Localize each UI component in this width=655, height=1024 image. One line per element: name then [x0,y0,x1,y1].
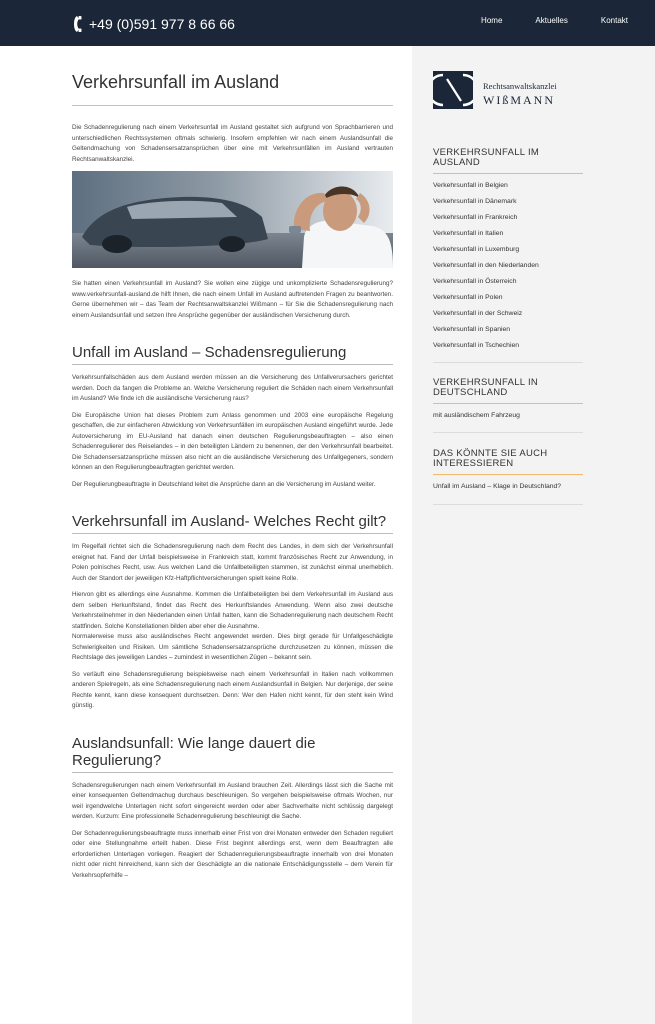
list-item [433,293,583,309]
section-paragraph: Verkehrsunfallschäden aus dem Ausland werden müssen an die Versicherung des Unfallverursachers gerichtet werden. Doch da fangen die Probleme an. Welche Versicherung reguliert die Schäden nach einem Verkehrsunfall im Ausland? Wie finde ich die ausländische Versicherung raus? [72,374,393,402]
widget-deutschland [433,378,583,427]
logo-text-line1: Rechtsanwaltskanzlei [483,81,557,91]
intro-paragraph: Die Schadenregulierung nach einem Verkehrsunfall im Ausland gestaltet sich aufgrund von Sprachbarrieren und unterschiedlichen Rechtssystemen oftmals schwierig. Insofern empfehlen wir nach einem Auslandsunfall die Geltendmachung von Schadensersatzansprüchen über eine mit Verkehrsunfällen im Ausland vertrauten Rechtsanwaltskanzlei. [72,124,393,163]
list-item [433,341,583,357]
top-bar [0,0,655,46]
page-title: Verkehrsunfall im Ausland [72,72,280,92]
section-divider [72,772,393,773]
list-item [433,213,583,229]
section-paragraph: Im Regelfall richtet sich die Schadensregulierung nach dem Recht des Landes, in dem sich der Verkehrsunfall ereignet hat. Fand der Unfall beispielsweise in Frankreich statt, kommt französisches Recht zur Anwendung, in Polen polnisches Recht, usw. Aus welchen Land die Unfallbeteiligten stammen, ist zunächst einmal unerheblich. Auch der Standort der jeweiligen Kfz-Haftpflichtversicherungen spielt keine Rolle. [72,543,393,582]
sidebar-link-schweiz[interactable]: Verkehrsunfall in der Schweiz [433,310,523,317]
widget-divider [433,474,583,475]
sidebar-link-italien[interactable]: Verkehrsunfall in Italien [433,230,504,237]
list-item [433,197,583,213]
section-heading-regulierung-dauer: Auslandsunfall: Wie lange dauert die Regulierung? [72,734,316,769]
country-link-list [433,181,583,357]
widget-interessant [433,449,583,498]
title-divider [72,105,393,106]
widget-separator [433,432,583,433]
widget-title: VERKEHRSUNFALL IN DEUTSCHLAND [433,377,539,398]
section-paragraph: Normalerweise muss also ausländisches Recht angewendet werden. Dies birgt gerade für Unfallgeschädigte Schwierigkeiten und Risiken. Um sämtliche Schadensersatzansprüche durchzusetzen zu können, müssen die Rechtslage des jeweiligen Landes – zumindest in wesentlichen Zügen – bekannt sein. [72,633,393,661]
sidebar-link-spanien[interactable]: Verkehrsunfall in Spanien [433,326,511,333]
after-image-paragraph: Sie hatten einen Verkehrsunfall im Ausland? Sie wollen eine zügige und unkomplizierte Schadensregulierung? www.verkehrsunfall-ausland.de hilft Ihnen, die nach einem Unfall im Ausland auftretenden Fragen zu beantworten. Gerne übernehmen wir – das Team der Rechtsanwaltskanzlei Wißmann – für Sie die Schadensregulierung nach einem Auslandsunfall und setzen Ihre Ansprüche gegenüber der ausländischen Versicherung durch. [72,280,393,319]
list-item [433,261,583,277]
widget-divider [433,403,583,404]
section-paragraph: Hiervon gibt es allerdings eine Ausnahme. Kommen die Unfallbeteiligten bei dem Verkehrsunfall im Ausland aus dem selben Herkunftsland, findet das Recht des Herkunftslandes Anwendung. Wenn also zwei deutsche Verkehrsteilnehmer in den Niederlanden einen Unfall hatten, kann die Schadenregulierung nach deutschem Recht stattfinden. Solche Konstellationen bilden aber eher die Ausnahme. [72,591,393,630]
sidebar-link-klage-deutschland[interactable]: Unfall im Ausland – Klage in Deutschland? [433,483,562,490]
sidebar-link-auslaendisches-fahrzeug[interactable]: mit ausländischem Fahrzeug [433,412,520,419]
list-item [433,309,583,325]
sidebar-link-belgien[interactable]: Verkehrsunfall in Belgien [433,182,508,189]
sidebar [412,46,655,1024]
section-paragraph: Der Schadenregulierungsbeauftragte muss innerhalb einer Frist von drei Monaten entweder den Schaden reguliert oder eine Stellungnahme erteilt haben. Diese Frist beginnt allerdings erst, wenn dem Beauftragten alle erforderlichen Unterlagen vorliegen. Reagiert der Schadenregulierungsbeauftragte innerhalb von drei Monaten nicht oder nicht hinreichend, kann sich der Geschädigte an die nationale Entschädigungsstelle – dem Verein für Verkehrsopferhilfe – [72,829,393,879]
section-divider [72,364,393,365]
widget-ausland [433,148,583,357]
nav-kontakt[interactable]: Kontakt [600,16,628,25]
list-item [433,411,583,427]
logo-emblem-icon [433,71,473,109]
widget-divider [433,173,583,174]
list-item [433,181,583,197]
section-heading-schadensregulierung: Unfall im Ausland – Schadensregulierung [72,344,347,361]
phone-icon [74,16,83,32]
link-list [433,482,583,498]
hero-image-accident [72,171,393,268]
main-nav [448,16,655,25]
widget-separator [433,362,583,363]
list-item [433,229,583,245]
sidebar-link-frankreich[interactable]: Verkehrsunfall in Frankreich [433,214,518,221]
sidebar-link-tschechien[interactable]: Verkehrsunfall in Tschechien [433,342,520,349]
list-item [433,325,583,341]
sidebar-link-polen[interactable]: Verkehrsunfall in Polen [433,294,503,301]
widget-title: DAS KÖNNTE SIE AUCH INTERESSIEREN [433,448,548,469]
nav-aktuelles[interactable]: Aktuelles [535,16,568,25]
list-item [433,245,583,261]
widget-title: VERKEHRSUNFALL IM AUSLAND [433,147,540,168]
main-content [72,46,393,887]
section-paragraph: Schadensregulierungen nach einem Verkehrsunfall im Ausland brauchen Zeit. Allerdings lässt sich die Sache mit einer konsequenten Geltendmachug durchaus beschleunigen. So vergehen beispielsweise oftmals Wochen, nur weil irgendwelche Unterlagen nicht sofort eingereicht werden oder aber Sachverhalte nicht schlüssig dargelegt werden. Kurzum: Eine professionelle Schadenregulierung beschleunigt die Sache. [72,781,393,820]
nav-home[interactable]: Home [481,16,503,25]
sidebar-link-oesterreich[interactable]: Verkehrsunfall in Österreich [433,278,517,285]
link-list [433,411,583,427]
section-heading-welches-recht: Verkehrsunfall im Ausland- Welches Recht gilt? [72,513,387,530]
logo-text-line2: WIßMANN [483,93,555,107]
section-divider [72,533,393,534]
list-item [433,482,583,498]
list-item [433,277,583,293]
phone-number: +49 (0)591 977 8 66 66 [89,16,235,32]
section-paragraph: Der Regulierungbeauftragte in Deutschland leitet die Ansprüche dann an die Versicherung im Ausland weiter. [72,480,376,488]
section-paragraph: So verläuft eine Schadensregulierung beispielsweise nach einem Verkehrsunfall in Italien nach vollkommen anderen Spielregeln, als eine Schadensregulierung nach einem Auslandsunfall in Belgien. Nur derjenige, der seine Rechte kennt, kann diese konsequent durchsetzen. Denn: Wer den Hafen nicht kennt, für den steht kein Wind günstig. [72,670,393,709]
phone-contact[interactable] [74,14,235,34]
widget-separator [433,504,583,505]
sidebar-link-daenemark[interactable]: Verkehrsunfall in Dänemark [433,198,517,205]
sidebar-link-luxemburg[interactable]: Verkehrsunfall in Luxemburg [433,246,520,253]
sidebar-link-niederlande[interactable]: Verkehrsunfall in den Niederlanden [433,262,539,269]
logo[interactable] [433,71,593,111]
section-paragraph: Die Europäische Union hat dieses Problem zum Anlass genommen und 2003 eine europäische Regelung geschaffen, die zur einfacheren Abwicklung von Verkehrsunfällen im europäischen Ausland eingeführt wurde. Jede Autoversicherung im EU-Ausland hat danach einen deutschen Regulierungsbeauftragten – also einen Schadenregulierer des Reiselandes – in den beteiligten Ländern zu benennen, der den Verkehrsunfall bearbeitet. Die Schadensersatzansprüche müssen also nicht an die ausländische Versicherung des Unfallgegeners, sondern können an den Regulierungbeauftragten gerichtet werden. [72,411,393,471]
